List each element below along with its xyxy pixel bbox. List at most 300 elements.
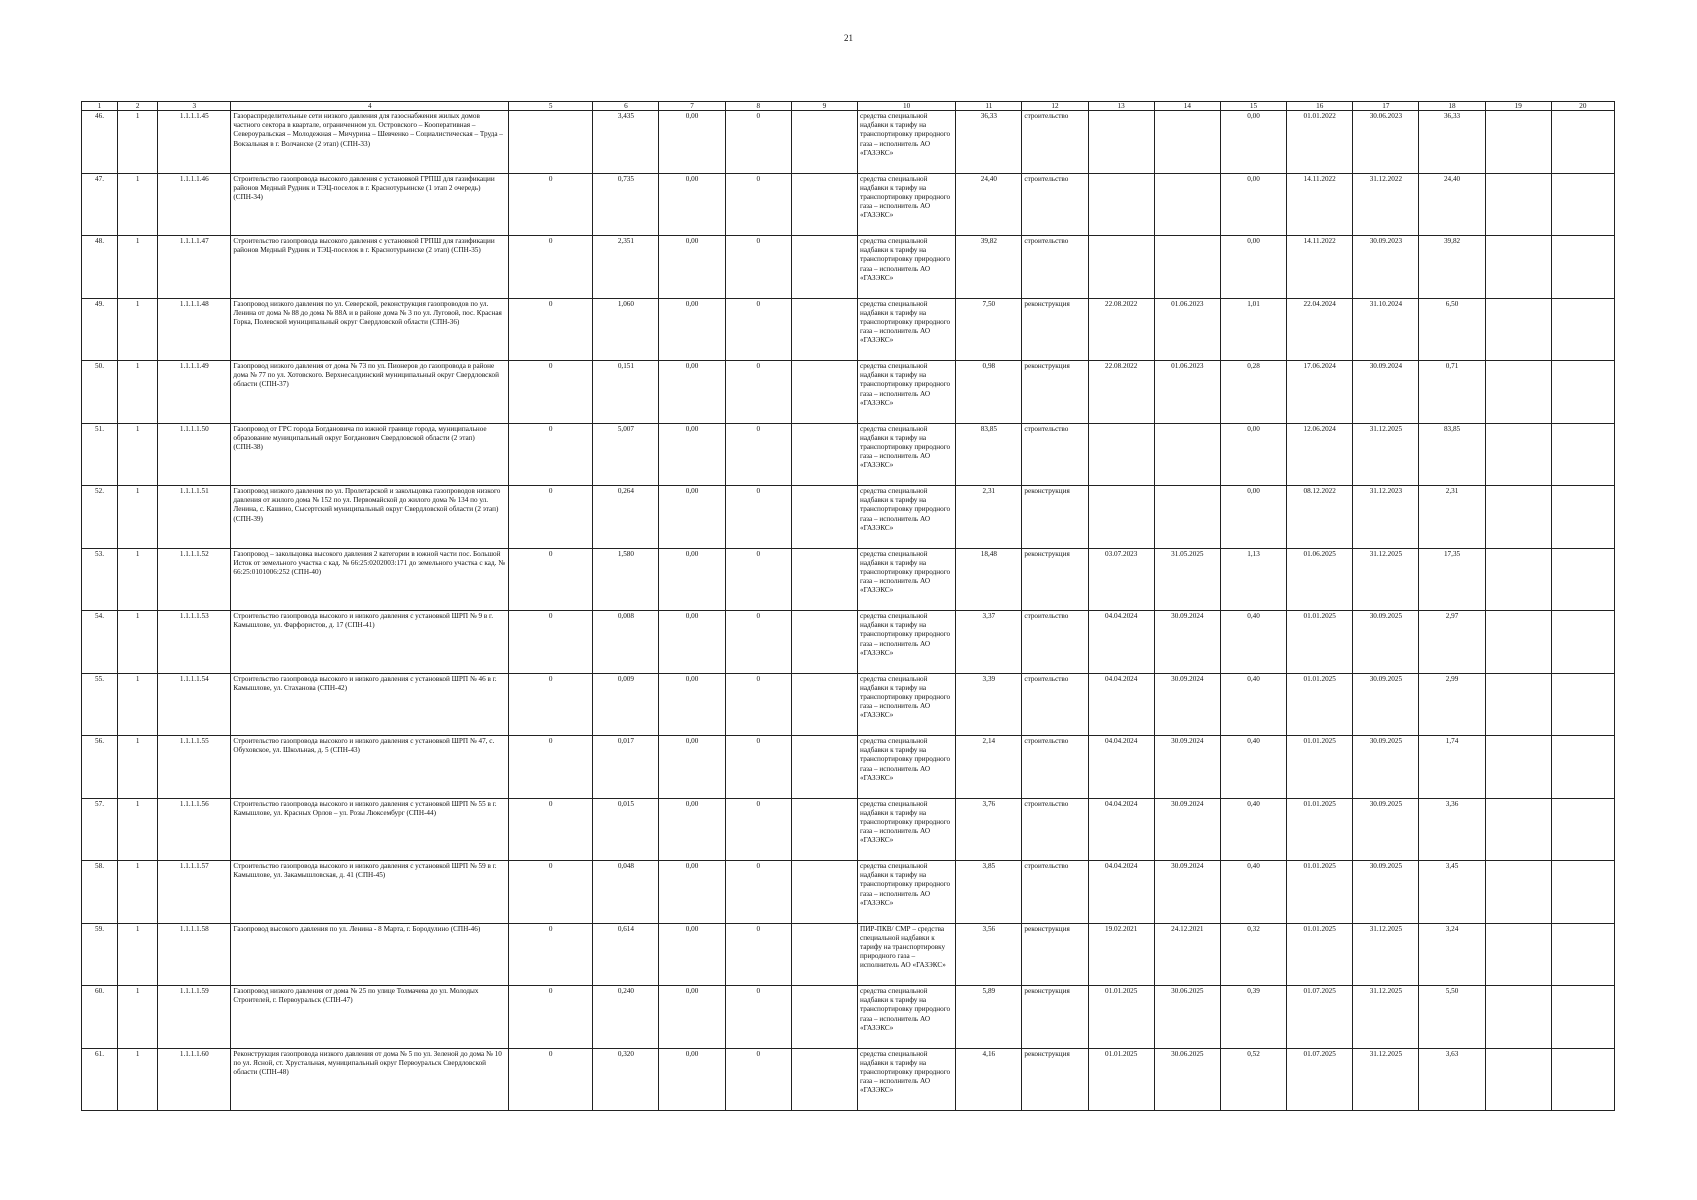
cell-col-3: 1.1.1.1.59 bbox=[158, 986, 231, 1049]
cell-col-18: 2,31 bbox=[1419, 486, 1485, 549]
cell-col-18: 2,97 bbox=[1419, 611, 1485, 674]
cell-col-14: 24.12.2021 bbox=[1154, 923, 1220, 986]
table-row bbox=[82, 423, 1615, 486]
cell-col-4: Газопровод – закольцовка высокого давления 2 категории в южной части пос. Большой Исток от земельного участка с кад. № 66:25:0202003:171 до земельного участка с кад. № 66:25:0101006:252 (СПН-40) bbox=[231, 548, 509, 611]
cell-col-1: 54. bbox=[82, 611, 118, 674]
cell-col-3: 1.1.1.1.55 bbox=[158, 736, 231, 799]
column-number-row bbox=[82, 102, 1615, 111]
cell-col-15: 0,00 bbox=[1220, 423, 1286, 486]
cell-col-1: 47. bbox=[82, 173, 118, 236]
cell-col-5: 0 bbox=[509, 798, 593, 861]
cell-col-7: 0,00 bbox=[659, 861, 725, 924]
cell-col-1: 49. bbox=[82, 298, 118, 361]
cell-col-6: 0,240 bbox=[593, 986, 659, 1049]
cell-col-1: 55. bbox=[82, 673, 118, 736]
cell-col-3: 1.1.1.1.52 bbox=[158, 548, 231, 611]
cell-col-18: 3,24 bbox=[1419, 923, 1485, 986]
cell-col-6: 0,151 bbox=[593, 361, 659, 424]
cell-col-20 bbox=[1551, 736, 1614, 799]
cell-col-7: 0,00 bbox=[659, 1048, 725, 1111]
cell-col-17: 31.12.2023 bbox=[1353, 486, 1419, 549]
cell-col-6: 0,320 bbox=[593, 1048, 659, 1111]
cell-col-20 bbox=[1551, 298, 1614, 361]
cell-col-13: 19.02.2021 bbox=[1088, 923, 1154, 986]
cell-col-5: 0 bbox=[509, 361, 593, 424]
cell-col-18: 6,50 bbox=[1419, 298, 1485, 361]
cell-col-17: 30.09.2023 bbox=[1353, 236, 1419, 299]
cell-col-12: реконструкция bbox=[1022, 548, 1088, 611]
cell-col-4: Строительство газопровода высокого и низкого давления с установкой ШРП № 59 в г. Камышлове, ул. Закамышловская, д. 41 (СПН-45) bbox=[231, 861, 509, 924]
cell-col-18: 83,85 bbox=[1419, 423, 1485, 486]
cell-col-6: 0,015 bbox=[593, 798, 659, 861]
column-header-3: 3 bbox=[158, 102, 231, 111]
cell-col-7: 0,00 bbox=[659, 798, 725, 861]
cell-col-13: 04.04.2024 bbox=[1088, 798, 1154, 861]
cell-col-12: реконструкция bbox=[1022, 298, 1088, 361]
cell-col-8: 0 bbox=[725, 173, 791, 236]
cell-col-15: 0,40 bbox=[1220, 861, 1286, 924]
cell-col-4: Газопровод низкого давления от дома № 73 по ул. Пионеров до газопровода в районе дома № 77 по ул. Хотовского. Верхнесалдинский муниципальный округ Свердловской области (СПН-37) bbox=[231, 361, 509, 424]
cell-col-14: 30.09.2024 bbox=[1154, 736, 1220, 799]
cell-col-5: 0 bbox=[509, 236, 593, 299]
cell-col-13 bbox=[1088, 111, 1154, 174]
column-header-11: 11 bbox=[956, 102, 1022, 111]
cell-col-10: средства специальной надбавки к тарифу на транспортировку природного газа – исполнитель АО «ГАЗЭКС» bbox=[858, 986, 956, 1049]
cell-col-16: 14.11.2022 bbox=[1287, 236, 1353, 299]
cell-col-3: 1.1.1.1.57 bbox=[158, 861, 231, 924]
cell-col-8: 0 bbox=[725, 548, 791, 611]
cell-col-9 bbox=[791, 236, 857, 299]
column-header-2: 2 bbox=[118, 102, 158, 111]
cell-col-11: 3,56 bbox=[956, 923, 1022, 986]
cell-col-19 bbox=[1485, 798, 1551, 861]
cell-col-2: 1 bbox=[118, 1048, 158, 1111]
cell-col-10: средства специальной надбавки к тарифу на транспортировку природного газа – исполнитель АО «ГАЗЭКС» bbox=[858, 548, 956, 611]
cell-col-20 bbox=[1551, 173, 1614, 236]
cell-col-16: 01.01.2025 bbox=[1287, 611, 1353, 674]
cell-col-12: строительство bbox=[1022, 673, 1088, 736]
cell-col-3: 1.1.1.1.54 bbox=[158, 673, 231, 736]
cell-col-3: 1.1.1.1.46 bbox=[158, 173, 231, 236]
cell-col-14: 30.09.2024 bbox=[1154, 611, 1220, 674]
cell-col-5: 0 bbox=[509, 298, 593, 361]
cell-col-3: 1.1.1.1.60 bbox=[158, 1048, 231, 1111]
cell-col-19 bbox=[1485, 111, 1551, 174]
cell-col-17: 31.12.2025 bbox=[1353, 423, 1419, 486]
table-row bbox=[82, 986, 1615, 1049]
cell-col-4: Газопровод низкого давления по ул. Северской, реконструкция газопроводов по ул. Ленина от дома № 88 до дома № 88А и в районе дома № 3 по ул. Луговой, пос. Красная Горка, Полевской муниципальный округ Свердловской области (СПН-36) bbox=[231, 298, 509, 361]
cell-col-4: Реконструкция газопровода низкого давления от дома № 5 по ул. Зеленой до дома № 10 по ул. Ясной, ст. Хрустальная, муниципальный округ Первоуральск Свердловской области (СПН-48) bbox=[231, 1048, 509, 1111]
cell-col-18: 39,82 bbox=[1419, 236, 1485, 299]
cell-col-14: 30.09.2024 bbox=[1154, 861, 1220, 924]
cell-col-5 bbox=[509, 111, 593, 174]
cell-col-15: 0,40 bbox=[1220, 673, 1286, 736]
column-header-7: 7 bbox=[659, 102, 725, 111]
cell-col-7: 0,00 bbox=[659, 361, 725, 424]
cell-col-18: 24,40 bbox=[1419, 173, 1485, 236]
cell-col-5: 0 bbox=[509, 861, 593, 924]
cell-col-11: 83,85 bbox=[956, 423, 1022, 486]
table-row bbox=[82, 611, 1615, 674]
cell-col-5: 0 bbox=[509, 173, 593, 236]
cell-col-15: 1,13 bbox=[1220, 548, 1286, 611]
cell-col-5: 0 bbox=[509, 611, 593, 674]
cell-col-17: 31.10.2024 bbox=[1353, 298, 1419, 361]
cell-col-11: 0,98 bbox=[956, 361, 1022, 424]
cell-col-16: 01.01.2025 bbox=[1287, 923, 1353, 986]
cell-col-14: 01.06.2023 bbox=[1154, 361, 1220, 424]
cell-col-1: 48. bbox=[82, 236, 118, 299]
cell-col-18: 36,33 bbox=[1419, 111, 1485, 174]
cell-col-11: 4,16 bbox=[956, 1048, 1022, 1111]
cell-col-2: 1 bbox=[118, 798, 158, 861]
cell-col-5: 0 bbox=[509, 423, 593, 486]
column-header-15: 15 bbox=[1220, 102, 1286, 111]
cell-col-12: строительство bbox=[1022, 611, 1088, 674]
cell-col-2: 1 bbox=[118, 548, 158, 611]
cell-col-19 bbox=[1485, 361, 1551, 424]
cell-col-2: 1 bbox=[118, 236, 158, 299]
cell-col-8: 0 bbox=[725, 861, 791, 924]
cell-col-9 bbox=[791, 736, 857, 799]
cell-col-17: 31.12.2025 bbox=[1353, 548, 1419, 611]
cell-col-7: 0,00 bbox=[659, 611, 725, 674]
cell-col-8: 0 bbox=[725, 923, 791, 986]
cell-col-15: 0,00 bbox=[1220, 111, 1286, 174]
cell-col-12: строительство bbox=[1022, 173, 1088, 236]
cell-col-11: 3,85 bbox=[956, 861, 1022, 924]
cell-col-19 bbox=[1485, 486, 1551, 549]
cell-col-16: 01.07.2025 bbox=[1287, 1048, 1353, 1111]
cell-col-10: средства специальной надбавки к тарифу на транспортировку природного газа – исполнитель АО «ГАЗЭКС» bbox=[858, 111, 956, 174]
cell-col-15: 0,28 bbox=[1220, 361, 1286, 424]
cell-col-13 bbox=[1088, 173, 1154, 236]
cell-col-16: 01.01.2025 bbox=[1287, 736, 1353, 799]
table-row bbox=[82, 173, 1615, 236]
column-header-20: 20 bbox=[1551, 102, 1614, 111]
cell-col-9 bbox=[791, 111, 857, 174]
cell-col-16: 01.01.2025 bbox=[1287, 798, 1353, 861]
cell-col-17: 30.09.2025 bbox=[1353, 611, 1419, 674]
cell-col-18: 17,35 bbox=[1419, 548, 1485, 611]
cell-col-14: 30.06.2025 bbox=[1154, 986, 1220, 1049]
cell-col-10: средства специальной надбавки к тарифу на транспортировку природного газа – исполнитель АО «ГАЗЭКС» bbox=[858, 298, 956, 361]
cell-col-16: 01.01.2022 bbox=[1287, 111, 1353, 174]
cell-col-17: 30.09.2025 bbox=[1353, 861, 1419, 924]
cell-col-7: 0,00 bbox=[659, 986, 725, 1049]
cell-col-9 bbox=[791, 298, 857, 361]
table-row bbox=[82, 298, 1615, 361]
cell-col-20 bbox=[1551, 861, 1614, 924]
cell-col-7: 0,00 bbox=[659, 173, 725, 236]
cell-col-2: 1 bbox=[118, 173, 158, 236]
cell-col-1: 57. bbox=[82, 798, 118, 861]
cell-col-8: 0 bbox=[725, 611, 791, 674]
cell-col-12: реконструкция bbox=[1022, 361, 1088, 424]
cell-col-12: строительство bbox=[1022, 111, 1088, 174]
cell-col-12: строительство bbox=[1022, 236, 1088, 299]
cell-col-8: 0 bbox=[725, 423, 791, 486]
cell-col-13: 01.01.2025 bbox=[1088, 986, 1154, 1049]
cell-col-1: 58. bbox=[82, 861, 118, 924]
cell-col-5: 0 bbox=[509, 1048, 593, 1111]
table-row bbox=[82, 798, 1615, 861]
cell-col-19 bbox=[1485, 1048, 1551, 1111]
cell-col-13 bbox=[1088, 423, 1154, 486]
cell-col-16: 12.06.2024 bbox=[1287, 423, 1353, 486]
cell-col-2: 1 bbox=[118, 298, 158, 361]
cell-col-10: средства специальной надбавки к тарифу на транспортировку природного газа – исполнитель АО «ГАЗЭКС» bbox=[858, 236, 956, 299]
cell-col-2: 1 bbox=[118, 611, 158, 674]
cell-col-4: Строительство газопровода высокого давления с установкой ГРПШ для газификации районов Медный Рудник и ТЭЦ-поселок в г. Краснотурьинске (1 этап 2 очередь) (СПН-34) bbox=[231, 173, 509, 236]
cell-col-6: 0,008 bbox=[593, 611, 659, 674]
cell-col-6: 0,264 bbox=[593, 486, 659, 549]
cell-col-1: 59. bbox=[82, 923, 118, 986]
cell-col-14: 01.06.2023 bbox=[1154, 298, 1220, 361]
cell-col-9 bbox=[791, 923, 857, 986]
cell-col-11: 2,14 bbox=[956, 736, 1022, 799]
cell-col-20 bbox=[1551, 423, 1614, 486]
column-header-1: 1 bbox=[82, 102, 118, 111]
cell-col-19 bbox=[1485, 173, 1551, 236]
cell-col-10: средства специальной надбавки к тарифу на транспортировку природного газа – исполнитель АО «ГАЗЭКС» bbox=[858, 861, 956, 924]
cell-col-20 bbox=[1551, 111, 1614, 174]
cell-col-9 bbox=[791, 361, 857, 424]
cell-col-14: 30.09.2024 bbox=[1154, 798, 1220, 861]
cell-col-3: 1.1.1.1.49 bbox=[158, 361, 231, 424]
cell-col-8: 0 bbox=[725, 986, 791, 1049]
table-row bbox=[82, 861, 1615, 924]
cell-col-11: 3,39 bbox=[956, 673, 1022, 736]
cell-col-13: 04.04.2024 bbox=[1088, 611, 1154, 674]
cell-col-2: 1 bbox=[118, 673, 158, 736]
table-row bbox=[82, 673, 1615, 736]
cell-col-18: 3,63 bbox=[1419, 1048, 1485, 1111]
cell-col-4: Строительство газопровода высокого и низкого давления с установкой ШРП № 9 в г. Камышлове, ул. Фарфористов, д. 17 (СПН-41) bbox=[231, 611, 509, 674]
cell-col-14 bbox=[1154, 111, 1220, 174]
cell-col-1: 52. bbox=[82, 486, 118, 549]
cell-col-13: 03.07.2023 bbox=[1088, 548, 1154, 611]
cell-col-9 bbox=[791, 611, 857, 674]
cell-col-8: 0 bbox=[725, 111, 791, 174]
column-header-4: 4 bbox=[231, 102, 509, 111]
table-row bbox=[82, 923, 1615, 986]
cell-col-8: 0 bbox=[725, 798, 791, 861]
cell-col-9 bbox=[791, 673, 857, 736]
cell-col-9 bbox=[791, 548, 857, 611]
cell-col-11: 2,31 bbox=[956, 486, 1022, 549]
cell-col-12: реконструкция bbox=[1022, 1048, 1088, 1111]
cell-col-20 bbox=[1551, 236, 1614, 299]
table-row bbox=[82, 548, 1615, 611]
cell-col-3: 1.1.1.1.48 bbox=[158, 298, 231, 361]
cell-col-6: 0,735 bbox=[593, 173, 659, 236]
cell-col-16: 17.06.2024 bbox=[1287, 361, 1353, 424]
cell-col-12: строительство bbox=[1022, 736, 1088, 799]
cell-col-19 bbox=[1485, 236, 1551, 299]
cell-col-3: 1.1.1.1.45 bbox=[158, 111, 231, 174]
cell-col-13: 22.08.2022 bbox=[1088, 361, 1154, 424]
cell-col-4: Газопровод низкого давления по ул. Пролетарской и закольцовка газопроводов низкого давления от жилого дома № 152 по ул. Первомайской до жилого дома № 134 по ул. Ленина, с. Кашино, Сысертский муниципальный округ Свердловской области (2 этап) (СПН-39) bbox=[231, 486, 509, 549]
cell-col-19 bbox=[1485, 423, 1551, 486]
cell-col-18: 2,99 bbox=[1419, 673, 1485, 736]
cell-col-20 bbox=[1551, 1048, 1614, 1111]
cell-col-13: 04.04.2024 bbox=[1088, 736, 1154, 799]
cell-col-19 bbox=[1485, 298, 1551, 361]
cell-col-19 bbox=[1485, 611, 1551, 674]
cell-col-10: средства специальной надбавки к тарифу на транспортировку природного газа – исполнитель АО «ГАЗЭКС» bbox=[858, 486, 956, 549]
cell-col-15: 0,40 bbox=[1220, 798, 1286, 861]
table-row bbox=[82, 736, 1615, 799]
cell-col-12: строительство bbox=[1022, 798, 1088, 861]
cell-col-4: Газопровод низкого давления от дома № 25 по улице Толмачева до ул. Молодых Строителей, г. Первоуральск (СПН-47) bbox=[231, 986, 509, 1049]
cell-col-19 bbox=[1485, 986, 1551, 1049]
cell-col-16: 01.07.2025 bbox=[1287, 986, 1353, 1049]
cell-col-7: 0,00 bbox=[659, 111, 725, 174]
cell-col-17: 30.09.2025 bbox=[1353, 673, 1419, 736]
cell-col-6: 1,060 bbox=[593, 298, 659, 361]
cell-col-7: 0,00 bbox=[659, 736, 725, 799]
cell-col-15: 0,32 bbox=[1220, 923, 1286, 986]
cell-col-14 bbox=[1154, 423, 1220, 486]
cell-col-9 bbox=[791, 423, 857, 486]
cell-col-20 bbox=[1551, 923, 1614, 986]
cell-col-20 bbox=[1551, 486, 1614, 549]
cell-col-17: 31.12.2025 bbox=[1353, 1048, 1419, 1111]
cell-col-17: 31.12.2022 bbox=[1353, 173, 1419, 236]
cell-col-2: 1 bbox=[118, 736, 158, 799]
cell-col-2: 1 bbox=[118, 111, 158, 174]
cell-col-6: 0,017 bbox=[593, 736, 659, 799]
column-header-13: 13 bbox=[1088, 102, 1154, 111]
column-header-9: 9 bbox=[791, 102, 857, 111]
cell-col-14 bbox=[1154, 486, 1220, 549]
cell-col-3: 1.1.1.1.58 bbox=[158, 923, 231, 986]
column-header-14: 14 bbox=[1154, 102, 1220, 111]
cell-col-1: 61. bbox=[82, 1048, 118, 1111]
cell-col-14 bbox=[1154, 173, 1220, 236]
cell-col-17: 31.12.2025 bbox=[1353, 923, 1419, 986]
cell-col-10: средства специальной надбавки к тарифу на транспортировку природного газа – исполнитель АО «ГАЗЭКС» bbox=[858, 798, 956, 861]
cell-col-5: 0 bbox=[509, 986, 593, 1049]
cell-col-2: 1 bbox=[118, 986, 158, 1049]
cell-col-2: 1 bbox=[118, 861, 158, 924]
column-header-12: 12 bbox=[1022, 102, 1088, 111]
cell-col-18: 3,36 bbox=[1419, 798, 1485, 861]
cell-col-10: средства специальной надбавки к тарифу на транспортировку природного газа – исполнитель АО «ГАЗЭКС» bbox=[858, 1048, 956, 1111]
cell-col-13: 01.01.2025 bbox=[1088, 1048, 1154, 1111]
cell-col-10: средства специальной надбавки к тарифу на транспортировку природного газа – исполнитель АО «ГАЗЭКС» bbox=[858, 361, 956, 424]
table-row bbox=[82, 111, 1615, 174]
cell-col-20 bbox=[1551, 986, 1614, 1049]
cell-col-6: 0,009 bbox=[593, 673, 659, 736]
cell-col-1: 50. bbox=[82, 361, 118, 424]
cell-col-19 bbox=[1485, 923, 1551, 986]
cell-col-9 bbox=[791, 986, 857, 1049]
cell-col-3: 1.1.1.1.47 bbox=[158, 236, 231, 299]
cell-col-7: 0,00 bbox=[659, 923, 725, 986]
cell-col-17: 30.09.2025 bbox=[1353, 736, 1419, 799]
cell-col-20 bbox=[1551, 361, 1614, 424]
cell-col-1: 51. bbox=[82, 423, 118, 486]
cell-col-11: 5,89 bbox=[956, 986, 1022, 1049]
investment-program-table bbox=[81, 101, 1615, 1111]
column-header-17: 17 bbox=[1353, 102, 1419, 111]
table-row bbox=[82, 1048, 1615, 1111]
column-header-10: 10 bbox=[858, 102, 956, 111]
cell-col-5: 0 bbox=[509, 736, 593, 799]
cell-col-8: 0 bbox=[725, 1048, 791, 1111]
cell-col-4: Газопровод от ГРС города Богдановича по южной границе города, муниципальное образование муниципальный округ Богданович Свердловской области (2 этап) (СПН-38) bbox=[231, 423, 509, 486]
column-header-16: 16 bbox=[1287, 102, 1353, 111]
cell-col-4: Газопровод высокого давления по ул. Ленина - 8 Марта, г. Бородулино (СПН-46) bbox=[231, 923, 509, 986]
cell-col-11: 18,48 bbox=[956, 548, 1022, 611]
cell-col-5: 0 bbox=[509, 673, 593, 736]
cell-col-7: 0,00 bbox=[659, 236, 725, 299]
cell-col-13 bbox=[1088, 236, 1154, 299]
cell-col-9 bbox=[791, 798, 857, 861]
cell-col-8: 0 bbox=[725, 236, 791, 299]
cell-col-20 bbox=[1551, 611, 1614, 674]
cell-col-4: Строительство газопровода высокого и низкого давления с установкой ШРП № 47, с. Обуховское, ул. Школьная, д. 5 (СПН-43) bbox=[231, 736, 509, 799]
table-row bbox=[82, 361, 1615, 424]
cell-col-20 bbox=[1551, 798, 1614, 861]
cell-col-15: 0,00 bbox=[1220, 236, 1286, 299]
cell-col-10: средства специальной надбавки к тарифу на транспортировку природного газа – исполнитель АО «ГАЗЭКС» bbox=[858, 736, 956, 799]
cell-col-3: 1.1.1.1.56 bbox=[158, 798, 231, 861]
cell-col-16: 14.11.2022 bbox=[1287, 173, 1353, 236]
cell-col-14 bbox=[1154, 236, 1220, 299]
cell-col-5: 0 bbox=[509, 548, 593, 611]
cell-col-3: 1.1.1.1.53 bbox=[158, 611, 231, 674]
cell-col-13: 04.04.2024 bbox=[1088, 861, 1154, 924]
cell-col-8: 0 bbox=[725, 673, 791, 736]
cell-col-15: 0,52 bbox=[1220, 1048, 1286, 1111]
cell-col-1: 60. bbox=[82, 986, 118, 1049]
cell-col-18: 3,45 bbox=[1419, 861, 1485, 924]
cell-col-18: 5,50 bbox=[1419, 986, 1485, 1049]
cell-col-7: 0,00 bbox=[659, 486, 725, 549]
cell-col-6: 5,007 bbox=[593, 423, 659, 486]
cell-col-10: средства специальной надбавки к тарифу на транспортировку природного газа – исполнитель АО «ГАЗЭКС» bbox=[858, 173, 956, 236]
cell-col-14: 30.09.2024 bbox=[1154, 673, 1220, 736]
cell-col-12: реконструкция bbox=[1022, 923, 1088, 986]
cell-col-10: средства специальной надбавки к тарифу на транспортировку природного газа – исполнитель АО «ГАЗЭКС» bbox=[858, 673, 956, 736]
cell-col-1: 53. bbox=[82, 548, 118, 611]
cell-col-16: 08.12.2022 bbox=[1287, 486, 1353, 549]
cell-col-9 bbox=[791, 861, 857, 924]
cell-col-18: 1,74 bbox=[1419, 736, 1485, 799]
cell-col-2: 1 bbox=[118, 361, 158, 424]
cell-col-15: 0,40 bbox=[1220, 611, 1286, 674]
cell-col-15: 0,00 bbox=[1220, 486, 1286, 549]
cell-col-5: 0 bbox=[509, 923, 593, 986]
cell-col-10: средства специальной надбавки к тарифу на транспортировку природного газа – исполнитель АО «ГАЗЭКС» bbox=[858, 423, 956, 486]
cell-col-17: 30.09.2025 bbox=[1353, 798, 1419, 861]
cell-col-7: 0,00 bbox=[659, 548, 725, 611]
cell-col-19 bbox=[1485, 736, 1551, 799]
cell-col-9 bbox=[791, 486, 857, 549]
cell-col-11: 7,50 bbox=[956, 298, 1022, 361]
cell-col-7: 0,00 bbox=[659, 673, 725, 736]
cell-col-16: 01.01.2025 bbox=[1287, 673, 1353, 736]
cell-col-3: 1.1.1.1.51 bbox=[158, 486, 231, 549]
column-header-19: 19 bbox=[1485, 102, 1551, 111]
cell-col-17: 30.09.2024 bbox=[1353, 361, 1419, 424]
cell-col-6: 3,435 bbox=[593, 111, 659, 174]
cell-col-14: 30.06.2025 bbox=[1154, 1048, 1220, 1111]
cell-col-4: Газораспределительные сети низкого давления для газоснабжения жилых домов частного сектора в квартале, ограниченном ул. Островского – Кооперативная – Североуральская – Молодежная – Мичурина – Шевченко – Социалистическая – Труда – Вокзальная в г. Волчанске (2 этап) (СПН-33) bbox=[231, 111, 509, 174]
